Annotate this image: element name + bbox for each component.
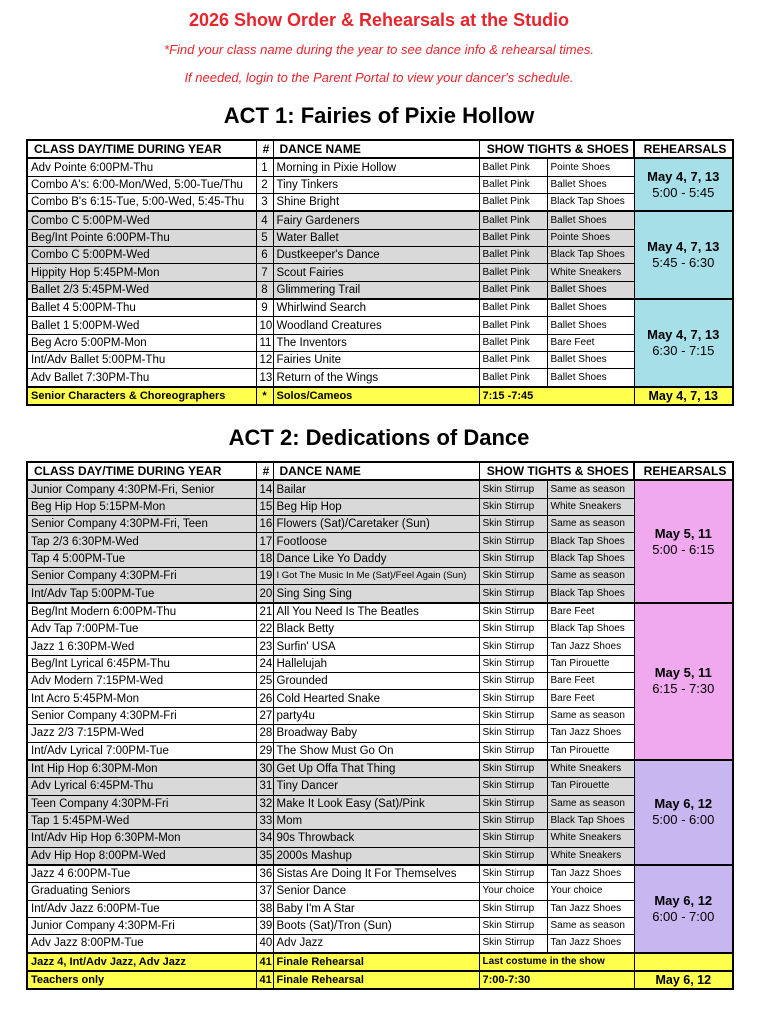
- shoes-cell: Your choice: [547, 883, 634, 900]
- tights-cell: Skin Stirrup: [479, 707, 547, 724]
- class-cell: Junior Company 4:30PM-Fri: [27, 917, 256, 934]
- shoes-cell: Same as season: [547, 516, 634, 533]
- shoes-cell: Pointe Shoes: [547, 229, 634, 246]
- class-cell: Ballet 2/3 5:45PM-Wed: [27, 281, 256, 299]
- dance-name: Fairies Unite: [273, 352, 479, 369]
- table-row: [27, 603, 733, 621]
- shoes-cell: White Sneakers: [547, 830, 634, 847]
- table-row: [27, 655, 733, 672]
- rehearsal-cell: [634, 865, 733, 953]
- dance-name: Finale Rehearsal: [273, 953, 479, 971]
- rehearsal-time: 5:00 - 6:15: [652, 541, 715, 557]
- class-cell: Graduating Seniors: [27, 883, 256, 900]
- shoes-cell: Bare Feet: [547, 334, 634, 351]
- table-row: [27, 883, 733, 900]
- header-rehearsals: REHEARSALS: [634, 140, 733, 158]
- dance-number: 24: [256, 655, 273, 672]
- table-row: [27, 953, 733, 971]
- dance-number: 22: [256, 621, 273, 638]
- class-cell: Int/Adv Tap 5:00PM-Tue: [27, 585, 256, 603]
- class-cell: Int/Adv Hip Hop 6:30PM-Mon: [27, 830, 256, 847]
- shoes-cell: Ballet Shoes: [547, 352, 634, 369]
- dance-name: Shine Bright: [273, 194, 479, 212]
- table-row: [27, 369, 733, 387]
- shoes-cell: Ballet Shoes: [547, 176, 634, 193]
- shoes-cell: Same as season: [547, 480, 634, 498]
- dance-number: 5: [256, 229, 273, 246]
- class-cell: Jazz 1 6:30PM-Wed: [27, 638, 256, 655]
- class-cell: Teen Company 4:30PM-Fri: [27, 795, 256, 812]
- dance-name: Cold Hearted Snake: [273, 690, 479, 707]
- tights-cell: Skin Stirrup: [479, 865, 547, 883]
- class-cell: Adv Jazz 8:00PM-Tue: [27, 935, 256, 953]
- dance-name: Flowers (Sat)/Caretaker (Sun): [273, 516, 479, 533]
- dance-number: 34: [256, 830, 273, 847]
- rehearsal-dates: May 4, 7, 13: [634, 387, 733, 405]
- tights-cell: Skin Stirrup: [479, 725, 547, 742]
- dance-name: All You Need Is The Beatles: [273, 603, 479, 621]
- class-cell: Jazz 2/3 7:15PM-Wed: [27, 725, 256, 742]
- tights-cell: Ballet Pink: [479, 264, 547, 281]
- dance-number: 15: [256, 498, 273, 515]
- class-cell: Hippity Hop 5:45PM-Mon: [27, 264, 256, 281]
- dance-number: 14: [256, 480, 273, 498]
- act1-table: [26, 139, 734, 406]
- shoes-cell: Tan Jazz Shoes: [547, 725, 634, 742]
- act2-title: ACT 2: Dedications of Dance: [228, 425, 530, 450]
- dance-name: Beg Hip Hop: [273, 498, 479, 515]
- class-cell: Adv Tap 7:00PM-Tue: [27, 621, 256, 638]
- class-cell: Beg/Int Modern 6:00PM-Thu: [27, 603, 256, 621]
- dance-number: 30: [256, 760, 273, 778]
- class-cell: Senior Company 4:30PM-Fri, Teen: [27, 516, 256, 533]
- rehearsal-time: 6:30 - 7:15: [652, 342, 715, 358]
- shoes-cell: Tan Pirouette: [547, 778, 634, 795]
- page-title: 2026 Show Order & Rehearsals at the Studio: [188, 10, 570, 30]
- shoes-cell: Bare Feet: [547, 690, 634, 707]
- table-row: [27, 194, 733, 212]
- tights-cell: Skin Stirrup: [479, 690, 547, 707]
- shoes-cell: Tan Pirouette: [547, 742, 634, 760]
- tights-cell: Ballet Pink: [479, 211, 547, 229]
- class-cell: Tap 1 5:45PM-Wed: [27, 812, 256, 829]
- class-cell: Tap 4 5:00PM-Tue: [27, 550, 256, 567]
- shoes-cell: Black Tap Shoes: [547, 194, 634, 212]
- table-row: [27, 158, 733, 176]
- table-row: [27, 334, 733, 351]
- tights-cell: Ballet Pink: [479, 299, 547, 317]
- shoes-cell: Black Tap Shoes: [547, 585, 634, 603]
- dance-number: 6: [256, 247, 273, 264]
- table-row: [27, 778, 733, 795]
- tights-cell: Skin Stirrup: [479, 498, 547, 515]
- class-cell: Senior Characters & Choreographers: [27, 387, 256, 405]
- shoes-cell: Tan Jazz Shoes: [547, 865, 634, 883]
- table-row: [27, 264, 733, 281]
- dance-number: 18: [256, 550, 273, 567]
- table-row: [27, 742, 733, 760]
- tights-cell: Ballet Pink: [479, 369, 547, 387]
- tights-cell: Skin Stirrup: [479, 655, 547, 672]
- dance-number: 41: [256, 953, 273, 971]
- table-row: [27, 795, 733, 812]
- header-tights: SHOW TIGHTS & SHOES: [479, 462, 634, 480]
- shoes-cell: Ballet Shoes: [547, 369, 634, 387]
- shoes-cell: Same as season: [547, 568, 634, 585]
- tights-cell: Skin Stirrup: [479, 917, 547, 934]
- dance-name: Return of the Wings: [273, 369, 479, 387]
- dance-number: 17: [256, 533, 273, 550]
- dance-number: 33: [256, 812, 273, 829]
- dance-name: Woodland Creatures: [273, 317, 479, 334]
- dance-number: 29: [256, 742, 273, 760]
- dance-name: Bailar: [273, 480, 479, 498]
- dance-name: Glimmering Trail: [273, 281, 479, 299]
- dance-number: 7: [256, 264, 273, 281]
- dance-number: 39: [256, 917, 273, 934]
- dance-name: Tiny Tinkers: [273, 176, 479, 193]
- tights-cell: Ballet Pink: [479, 158, 547, 176]
- dance-name: Mom: [273, 812, 479, 829]
- rehearsal-dates: May 4, 7, 13: [647, 239, 720, 255]
- class-cell: Ballet 4 5:00PM-Thu: [27, 299, 256, 317]
- dance-number: 10: [256, 317, 273, 334]
- table-row: [27, 550, 733, 567]
- tights-cell: Skin Stirrup: [479, 603, 547, 621]
- rehearsal-dates: May 5, 11: [654, 525, 712, 541]
- header-dance: DANCE NAME: [273, 462, 479, 480]
- dance-name: 90s Throwback: [273, 830, 479, 847]
- dance-number: 37: [256, 883, 273, 900]
- header-class: CLASS DAY/TIME DURING YEAR: [27, 140, 256, 158]
- class-cell: Senior Company 4:30PM-Fri: [27, 707, 256, 724]
- dance-name: Baby I'm A Star: [273, 900, 479, 917]
- dance-name: Dustkeeper's Dance: [273, 247, 479, 264]
- shoes-cell: Tan Jazz Shoes: [547, 638, 634, 655]
- dance-number: 41: [256, 971, 273, 989]
- tights-cell: Skin Stirrup: [479, 480, 547, 498]
- dance-name: Make It Look Easy (Sat)/Pink: [273, 795, 479, 812]
- class-cell: Adv Modern 7:15PM-Wed: [27, 673, 256, 690]
- table-row: [27, 317, 733, 334]
- dance-name: Water Ballet: [273, 229, 479, 246]
- class-cell: Jazz 4 6:00PM-Tue: [27, 865, 256, 883]
- shoes-cell: Bare Feet: [547, 603, 634, 621]
- shoes-cell: Black Tap Shoes: [547, 812, 634, 829]
- table-row: [27, 211, 733, 229]
- rehearsal-dates: May 6, 12: [654, 796, 713, 812]
- shoes-cell: Bare Feet: [547, 673, 634, 690]
- tights-cell: Skin Stirrup: [479, 585, 547, 603]
- dance-name: Scout Fairies: [273, 264, 479, 281]
- table-row: [27, 760, 733, 778]
- shoes-cell: Black Tap Shoes: [547, 247, 634, 264]
- shoes-cell: Same as season: [547, 917, 634, 934]
- dance-name: Whirlwind Search: [273, 299, 479, 317]
- table-row: [27, 299, 733, 317]
- table-row: [27, 281, 733, 299]
- dance-number: 36: [256, 865, 273, 883]
- instruction-line-1: *Find your class name during the year to see dance info & rehearsal times.: [164, 42, 594, 57]
- table-row: [27, 533, 733, 550]
- act2-body: [27, 480, 733, 989]
- table-row: [27, 673, 733, 690]
- class-cell: Jazz 4, Int/Adv Jazz, Adv Jazz: [27, 953, 256, 971]
- table-row: [27, 865, 733, 883]
- class-cell: Beg/Int Pointe 6:00PM-Thu: [27, 229, 256, 246]
- dance-name: Morning in Pixie Hollow: [273, 158, 479, 176]
- shoes-cell: Ballet Shoes: [547, 299, 634, 317]
- table-row: [27, 725, 733, 742]
- table-row: [27, 690, 733, 707]
- tights-cell: Ballet Pink: [479, 229, 547, 246]
- dance-name: Get Up Offa That Thing: [273, 760, 479, 778]
- dance-number: 1: [256, 158, 273, 176]
- dance-number: 32: [256, 795, 273, 812]
- dance-number: 31: [256, 778, 273, 795]
- class-cell: Combo C 5:00PM-Wed: [27, 211, 256, 229]
- rehearsal-cell: [634, 760, 733, 865]
- shoes-cell: Ballet Shoes: [547, 317, 634, 334]
- class-cell: Int Hip Hop 6:30PM-Mon: [27, 760, 256, 778]
- tights-cell: Skin Stirrup: [479, 638, 547, 655]
- rehearsal-dates: May 6, 12: [654, 892, 713, 908]
- shoes-cell: White Sneakers: [547, 760, 634, 778]
- dance-name: The Show Must Go On: [273, 742, 479, 760]
- dance-number: 25: [256, 673, 273, 690]
- header-dance: DANCE NAME: [273, 140, 479, 158]
- rehearsal-time: 5:45 - 6:30: [652, 255, 715, 271]
- shoes-cell: Ballet Shoes: [547, 281, 634, 299]
- dance-number: 2: [256, 176, 273, 193]
- class-cell: Junior Company 4:30PM-Fri, Senior: [27, 480, 256, 498]
- table-row: [27, 229, 733, 246]
- rehearsal-time: 7:15 -7:45: [479, 387, 634, 405]
- dance-number: 21: [256, 603, 273, 621]
- rehearsal-time: 6:15 - 7:30: [652, 681, 715, 697]
- header-num: #: [256, 462, 273, 480]
- rehearsal-time: 5:00 - 5:45: [652, 184, 715, 200]
- dance-name: Finale Rehearsal: [273, 971, 479, 989]
- tights-cell: Your choice: [479, 883, 547, 900]
- class-cell: Int Acro 5:45PM-Mon: [27, 690, 256, 707]
- rehearsal-dates: May 5, 11: [654, 665, 712, 681]
- table-row: [27, 847, 733, 865]
- rehearsal-cell: [634, 211, 733, 299]
- table-row: [27, 387, 733, 405]
- finale-note: Last costume in the show: [479, 953, 634, 971]
- shoes-cell: Same as season: [547, 707, 634, 724]
- shoes-cell: White Sneakers: [547, 847, 634, 865]
- dance-number: 13: [256, 369, 273, 387]
- shoes-cell: White Sneakers: [547, 498, 634, 515]
- header-tights: SHOW TIGHTS & SHOES: [479, 140, 634, 158]
- class-cell: Adv Hip Hop 8:00PM-Wed: [27, 847, 256, 865]
- rehearsal-dates: May 6, 12: [634, 971, 733, 989]
- dance-name: Broadway Baby: [273, 725, 479, 742]
- tights-cell: Skin Stirrup: [479, 812, 547, 829]
- rehearsal-cell: [634, 603, 733, 760]
- dance-name: I Got The Music In Me (Sat)/Feel Again (Sun): [273, 568, 479, 585]
- class-cell: Ballet 1 5:00PM-Wed: [27, 317, 256, 334]
- tights-cell: Skin Stirrup: [479, 550, 547, 567]
- shoes-cell: Tan Jazz Shoes: [547, 935, 634, 953]
- dance-name: Sing Sing Sing: [273, 585, 479, 603]
- shoes-cell: Same as season: [547, 795, 634, 812]
- dance-number: 28: [256, 725, 273, 742]
- tights-cell: Skin Stirrup: [479, 742, 547, 760]
- dance-name: Fairy Gardeners: [273, 211, 479, 229]
- rehearsal-cell: [634, 299, 733, 387]
- tights-cell: Skin Stirrup: [479, 847, 547, 865]
- dance-number: 38: [256, 900, 273, 917]
- dance-number: 3: [256, 194, 273, 212]
- dance-name: Solos/Cameos: [273, 387, 479, 405]
- tights-cell: Ballet Pink: [479, 352, 547, 369]
- dance-name: Adv Jazz: [273, 935, 479, 953]
- rehearsal-time: 7:00-7:30: [479, 971, 634, 989]
- dance-number: 35: [256, 847, 273, 865]
- dance-number: 27: [256, 707, 273, 724]
- class-cell: Tap 2/3 6:30PM-Wed: [27, 533, 256, 550]
- class-cell: Teachers only: [27, 971, 256, 989]
- table-row: [27, 516, 733, 533]
- class-cell: Adv Ballet 7:30PM-Thu: [27, 369, 256, 387]
- tights-cell: Skin Stirrup: [479, 900, 547, 917]
- dance-name: Boots (Sat)/Tron (Sun): [273, 917, 479, 934]
- shoes-cell: Pointe Shoes: [547, 158, 634, 176]
- shoes-cell: Tan Pirouette: [547, 655, 634, 672]
- table-row: [27, 176, 733, 193]
- dance-number: 9: [256, 299, 273, 317]
- instruction-line-2: If needed, login to the Parent Portal to view your dancer's schedule.: [184, 70, 574, 85]
- dance-name: Tiny Dancer: [273, 778, 479, 795]
- table-row: [27, 498, 733, 515]
- tights-cell: Skin Stirrup: [479, 673, 547, 690]
- shoes-cell: Tan Jazz Shoes: [547, 900, 634, 917]
- rehearsal-time: 6:00 - 7:00: [652, 908, 715, 924]
- tights-cell: Skin Stirrup: [479, 795, 547, 812]
- class-cell: Adv Pointe 6:00PM-Thu: [27, 158, 256, 176]
- tights-cell: Ballet Pink: [479, 317, 547, 334]
- shoes-cell: Ballet Shoes: [547, 211, 634, 229]
- dance-number: 26: [256, 690, 273, 707]
- table-row: [27, 900, 733, 917]
- class-cell: Beg Acro 5:00PM-Mon: [27, 334, 256, 351]
- tights-cell: Skin Stirrup: [479, 830, 547, 847]
- table-row: [27, 585, 733, 603]
- dance-number: 11: [256, 334, 273, 351]
- dance-number: *: [256, 387, 273, 405]
- tights-cell: Skin Stirrup: [479, 533, 547, 550]
- table-row: [27, 621, 733, 638]
- table-row: [27, 352, 733, 369]
- rehearsal-cell: [634, 158, 733, 211]
- table-row: [27, 917, 733, 934]
- shoes-cell: White Sneakers: [547, 264, 634, 281]
- table-row: [27, 935, 733, 953]
- dance-name: 2000s Mashup: [273, 847, 479, 865]
- table-row: [27, 480, 733, 498]
- class-cell: Int/Adv Jazz 6:00PM-Tue: [27, 900, 256, 917]
- dance-name: Black Betty: [273, 621, 479, 638]
- class-cell: Senior Company 4:30PM-Fri: [27, 568, 256, 585]
- act1-title: ACT 1: Fairies of Pixie Hollow: [223, 103, 535, 128]
- class-cell: Int/Adv Lyrical 7:00PM-Tue: [27, 742, 256, 760]
- tights-cell: Ballet Pink: [479, 194, 547, 212]
- tights-cell: Skin Stirrup: [479, 935, 547, 953]
- class-cell: Combo A's: 6:00-Mon/Wed, 5:00-Tue/Thu: [27, 176, 256, 193]
- table-row: [27, 707, 733, 724]
- dance-number: 4: [256, 211, 273, 229]
- dance-number: 19: [256, 568, 273, 585]
- act2-table: [26, 461, 734, 990]
- tights-cell: Ballet Pink: [479, 176, 547, 193]
- header-class: CLASS DAY/TIME DURING YEAR: [27, 462, 256, 480]
- dance-number: 12: [256, 352, 273, 369]
- act1-body: [27, 158, 733, 405]
- dance-number: 20: [256, 585, 273, 603]
- tights-cell: Ballet Pink: [479, 247, 547, 264]
- tights-cell: Skin Stirrup: [479, 760, 547, 778]
- dance-name: Footloose: [273, 533, 479, 550]
- dance-name: The Inventors: [273, 334, 479, 351]
- rehearsal-cell: [634, 480, 733, 602]
- table-row: [27, 812, 733, 829]
- table-row: [27, 830, 733, 847]
- tights-cell: Ballet Pink: [479, 281, 547, 299]
- table-row: [27, 568, 733, 585]
- class-cell: Combo C 5:00PM-Wed: [27, 247, 256, 264]
- rehearsal-dates: May 4, 7, 13: [647, 326, 720, 342]
- class-cell: Beg Hip Hop 5:15PM-Mon: [27, 498, 256, 515]
- dance-name: Sistas Are Doing It For Themselves: [273, 865, 479, 883]
- tights-cell: Skin Stirrup: [479, 516, 547, 533]
- table-row: [27, 638, 733, 655]
- header-rehearsals: REHEARSALS: [634, 462, 733, 480]
- dance-number: 16: [256, 516, 273, 533]
- dance-number: 23: [256, 638, 273, 655]
- rehearsal-time: 5:00 - 6:00: [652, 812, 715, 828]
- tights-cell: Skin Stirrup: [479, 621, 547, 638]
- dance-name: Dance Like Yo Daddy: [273, 550, 479, 567]
- dance-number: 40: [256, 935, 273, 953]
- shoes-cell: Black Tap Shoes: [547, 533, 634, 550]
- rehearsal-dates: May 4, 7, 13: [647, 168, 720, 184]
- table-row: [27, 247, 733, 264]
- shoes-cell: Black Tap Shoes: [547, 550, 634, 567]
- class-cell: Beg/Int Lyrical 6:45PM-Thu: [27, 655, 256, 672]
- header-num: #: [256, 140, 273, 158]
- tights-cell: Skin Stirrup: [479, 778, 547, 795]
- shoes-cell: Black Tap Shoes: [547, 621, 634, 638]
- tights-cell: Ballet Pink: [479, 334, 547, 351]
- dance-name: Grounded: [273, 673, 479, 690]
- table-row: [27, 971, 733, 989]
- dance-name: party4u: [273, 707, 479, 724]
- dance-number: 8: [256, 281, 273, 299]
- tights-cell: Skin Stirrup: [479, 568, 547, 585]
- class-cell: Int/Adv Ballet 5:00PM-Thu: [27, 352, 256, 369]
- dance-name: Hallelujah: [273, 655, 479, 672]
- dance-name: Senior Dance: [273, 883, 479, 900]
- rehearsal-dates: [634, 953, 733, 971]
- dance-name: Surfin' USA: [273, 638, 479, 655]
- class-cell: Combo B's 6:15-Tue, 5:00-Wed, 5:45-Thu: [27, 194, 256, 212]
- class-cell: Adv Lyrical 6:45PM-Thu: [27, 778, 256, 795]
